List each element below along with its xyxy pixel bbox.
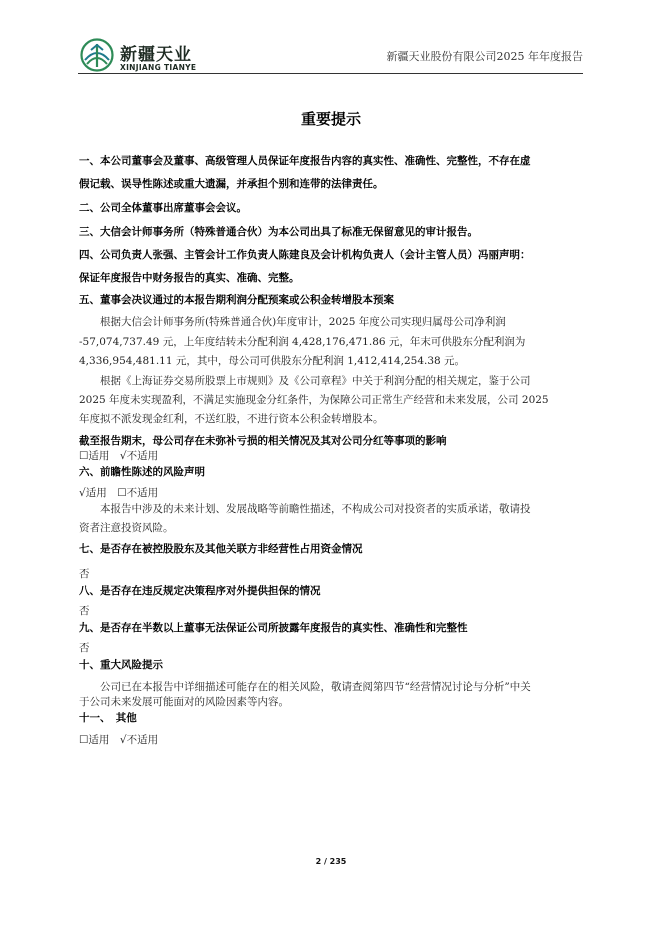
item2-heading: 二、公司全体董事出席董事会会议。 — [79, 202, 247, 214]
item6-paragraph-line2: 资者注意投资风险。 — [79, 522, 174, 534]
company-logo-icon — [80, 38, 114, 72]
item11-heading: 十一、 其他 — [79, 712, 137, 724]
item5-paragraph1-line2: -57,074,737.49 元，上年度结转未分配利润 4,428,176,471.86 元，年末可供股东分配利润为 — [79, 336, 526, 348]
item1-line1: 一、本公司董事会及董事、高级管理人员保证年度报告内容的真实性、准确性、完整性，不存在虚 — [79, 155, 531, 167]
item5-paragraph2-line1: 根据《上海证券交易所股票上市规则》及《公司章程》中关于利润分配的相关规定，鉴于公司 — [79, 375, 531, 387]
deficit-applicability-option: ☐适用 √不适用 — [79, 450, 159, 462]
deficit-heading: 截至报告期末，母公司存在未弥补亏损的相关情况及其对公司分红等事项的影响 — [79, 435, 447, 447]
item5-paragraph2-line3: 年度拟不派发现金红利，不送红股，不进行资本公积金转增股本。 — [79, 413, 384, 425]
item5-paragraph1-line3: 4,336,954,481.11 元，其中，母公司可供股东分配利润 1,412,414,254.38 元。 — [79, 355, 466, 367]
item11-applicability-option: ☐适用 √不适用 — [79, 734, 159, 746]
item5-paragraph2-line2: 2025 年度未实现盈利，不满足实施现金分红条件，为保障公司正常生产经营和未来发展，公司 2025 — [79, 394, 549, 406]
item7-answer: 否 — [79, 568, 90, 580]
item3-heading: 三、大信会计师事务所（特殊普通合伙）为本公司出具了标准无保留意见的审计报告。 — [79, 226, 478, 238]
item4-line1: 四、公司负责人张强、主管会计工作负责人陈建良及会计机构负责人（会计主管人员）冯丽声明： — [79, 249, 531, 261]
item10-heading: 十、重大风险提示 — [79, 659, 163, 671]
header-divider — [78, 73, 583, 74]
logo-chinese-name: 新疆天业 — [120, 45, 192, 65]
item4-line2: 保证年度报告中财务报告的真实、准确、完整。 — [79, 272, 300, 284]
item9-answer: 否 — [79, 642, 90, 654]
report-header-title: 新疆天业股份有限公司2025 年年度报告 — [386, 50, 583, 63]
page-number: 2 / 235 — [315, 857, 347, 866]
item9-heading: 九、是否存在半数以上董事无法保证公司所披露年度报告的真实性、准确性和完整性 — [79, 622, 468, 634]
item8-answer: 否 — [79, 605, 90, 617]
item7-heading: 七、是否存在被控股股东及其他关联方非经营性占用资金情况 — [79, 543, 363, 555]
item10-paragraph-line1: 公司已在本报告中详细描述可能存在的相关风险，敬请查阅第四节“经营情况讨论与分析”中关 — [79, 681, 531, 693]
item6-paragraph-line1: 本报告中涉及的未来计划、发展战略等前瞻性描述，不构成公司对投资者的实质承诺，敬请投 — [79, 503, 531, 515]
logo-english-name: XINJIANG TIANYE — [120, 63, 197, 72]
item8-heading: 八、是否存在违反规定决策程序对外提供担保的情况 — [79, 585, 321, 597]
item10-paragraph-line2: 于公司未来发展可能面对的风险因素等内容。 — [79, 696, 289, 708]
item5-paragraph1-line1: 根据大信会计师事务所(特殊普通合伙)年度审计，2025 年度公司实现归属母公司净利润 — [79, 316, 506, 328]
item6-heading: 六、前瞻性陈述的风险声明 — [79, 466, 205, 478]
item1-line2: 假记载、误导性陈述或重大遗漏，并承担个别和连带的法律责任。 — [79, 178, 384, 190]
page-title: 重要提示 — [300, 110, 361, 128]
item5-heading: 五、董事会决议通过的本报告期利润分配预案或公积金转增股本预案 — [79, 294, 394, 306]
item6-applicability-option: √适用 ☐不适用 — [79, 487, 159, 499]
